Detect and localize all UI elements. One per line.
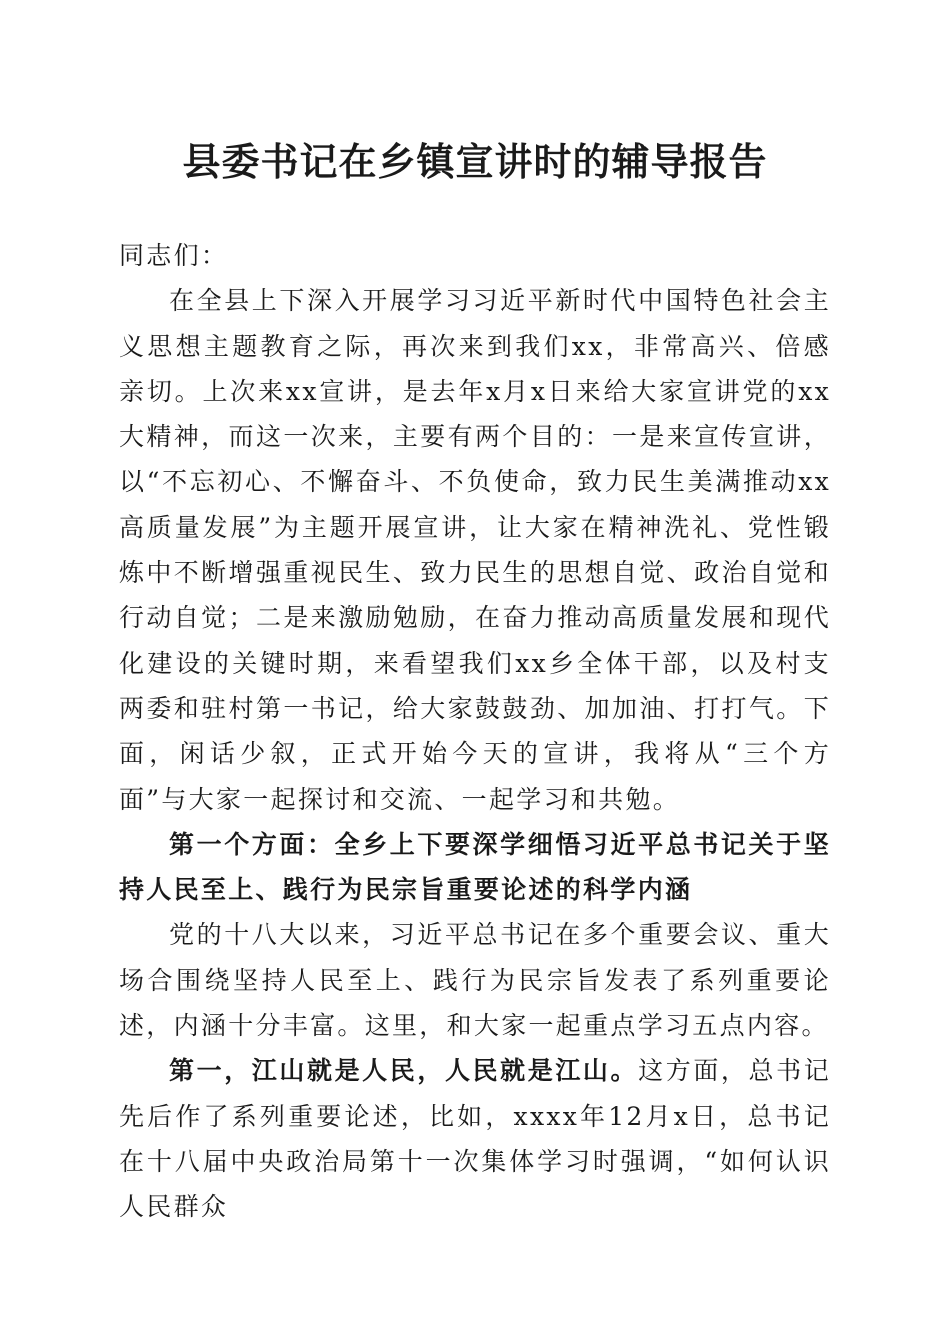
point-one-lead: 第一，江山就是人民，人民就是江山。: [169, 1056, 639, 1086]
point-one-text: 这方面，总书记先后作了系列重要论述，比如，xxxx年12月x日，总书记在十八届中央政治局第十一次集体学习时强调，“如何认识人民群众: [119, 1056, 831, 1222]
point-one-paragraph: [119, 1048, 831, 1229]
section-heading: 第一个方面：全乡上下要深学细悟习近平总书记关于坚持人民至上、践行为民宗旨重要论述的科学内涵: [119, 829, 831, 905]
salutation: 同志们：: [119, 241, 229, 270]
intro-paragraph: 在全县上下深入开展学习习近平新时代中国特色社会主义思想主题教育之际，再次来到我们xx，非常高兴、倍感亲切。上次来xx宣讲，是去年x月x日来给大家宣讲党的xx大精神，而这一次来，主要有两个目的：一是来宣传宣讲，以“不忘初心、不懈奋斗、不负使命，致力民生美满推动xx高质量发展”为主题开展宣讲，让大家在精神洗礼、党性锻炼中不断增强重视民生、致力民生的思想自觉、政治自觉和行动自觉；二是来激励勉励，在奋力推动高质量发展和现代化建设的关键时期，来看望我们xx乡全体干部，以及村支两委和驻村第一书记，给大家鼓鼓劲、加加油、打打气。下面，闲话少叙，正式开始今天的宣讲，我将从“三个方面”与大家一起探讨和交流、一起学习和共勉。: [119, 286, 831, 814]
section-intro-paragraph: 党的十八大以来，习近平总书记在多个重要会议、重大场合围绕坚持人民至上、践行为民宗旨发表了系列重要论述，内涵十分丰富。这里，和大家一起重点学习五点内容。: [119, 920, 831, 1041]
document-title: 县委书记在乡镇宣讲时的辅导报告: [182, 139, 768, 184]
document-body: [119, 233, 831, 1230]
